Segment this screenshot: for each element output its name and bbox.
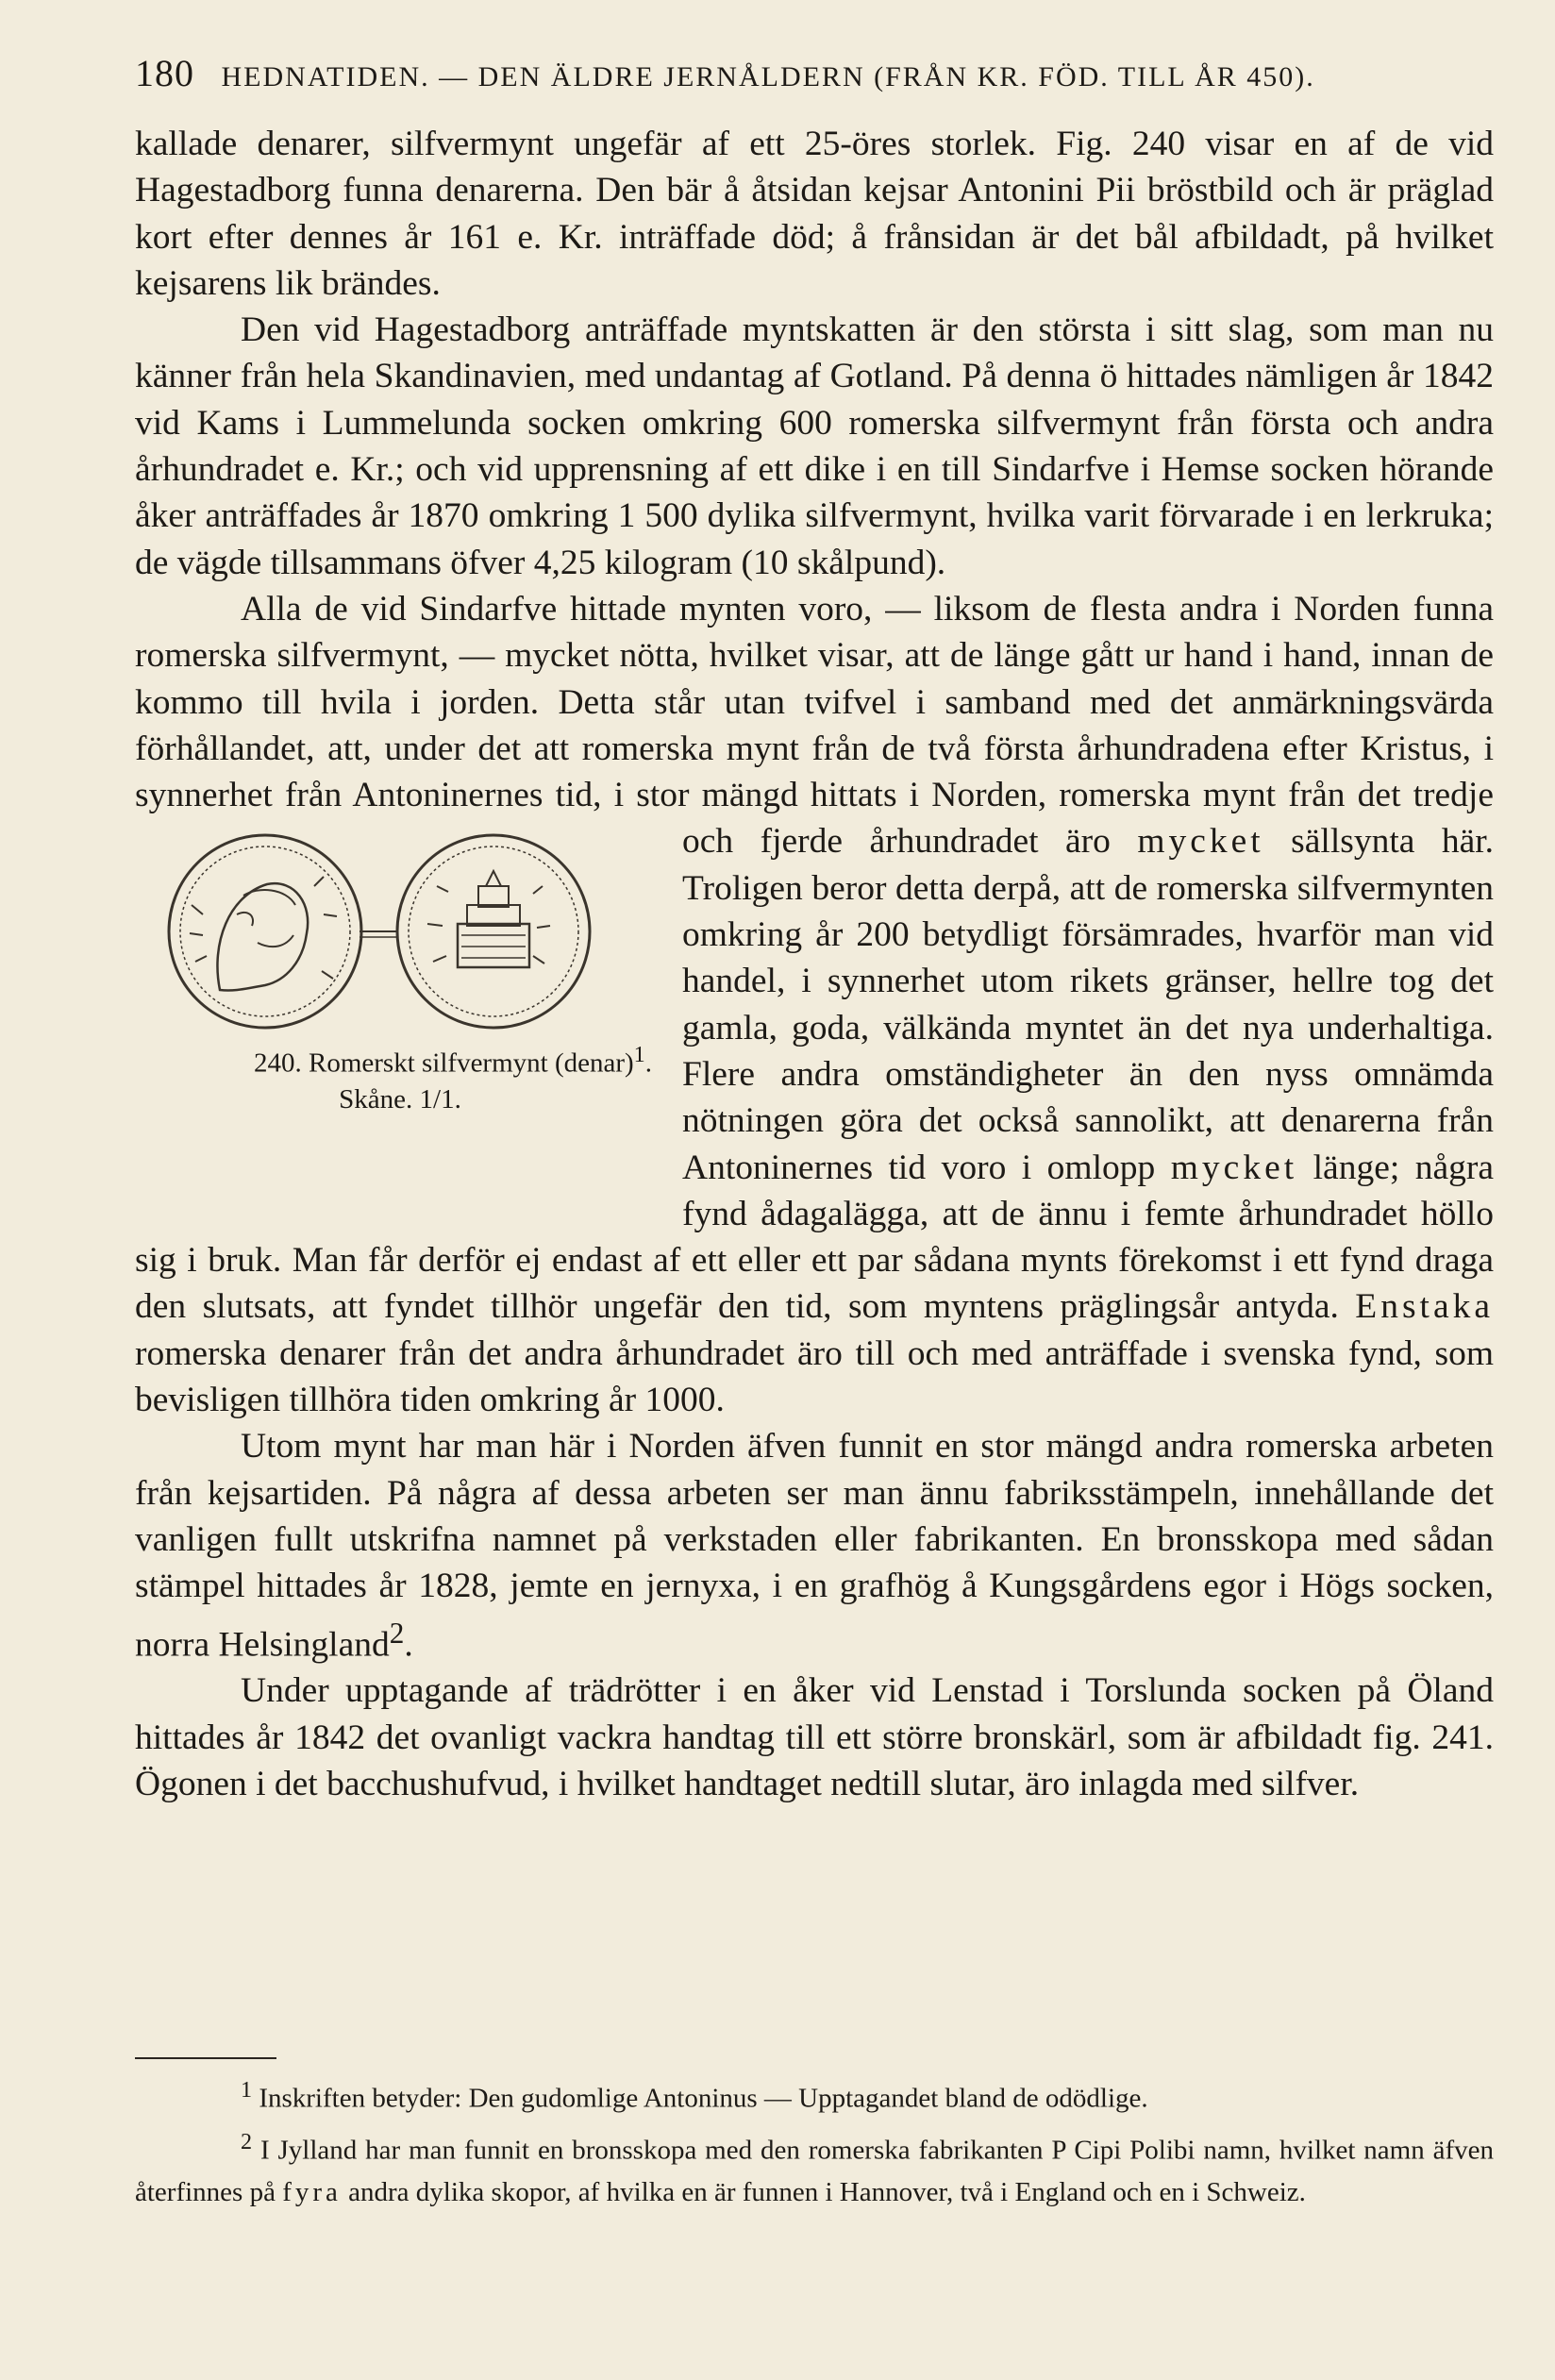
emphasis-enstaka: Enstaka <box>1355 1287 1494 1327</box>
footnote-1-text: Inskriften betyder: Den gudomlige Antoninus — Upptagandet bland de odödlige. <box>259 2083 1148 2114</box>
emphasis-mycket-2: mycket <box>1170 1148 1298 1187</box>
running-title: HEDNATIDEN. — DEN ÄLDRE JERNÅLDERN (FRÅN KR. FÖD. TILL ÅR 450). <box>221 61 1315 92</box>
page-number: 180 <box>135 52 194 94</box>
paragraph-2: Den vid Hagestadborg anträffade myntskatten är den största i sitt slag, som man nu känner från hela Skandinavien, med undantag af Gotland. På denna ö hittades nämligen år 1842 vid Kams i Lummelunda socken omkring 600 romerska silfvermynt från första och andra århundradet e. Kr.; och vid upprensning af ett dike i en till Sindarfve i Hemse socken hörande åker anträffades år 1870 omkring 1 500 dylika silfvermynt, hvilka varit förvarade i en lerkruka; de vägde tillsammans öfver 4,25 kilogram (10 skålpund). <box>135 310 1494 582</box>
paragraph-3-mid2: länge; några fynd ådagalägga, att de ännu i femte århundradet höllo sig i bruk. Man får derför ej endast af ett eller ett par sådana mynts förekomst i ett fynd draga den slutsats, att fyndet tillhör ungefär den tid, som myntens präglingsår antyda. <box>135 1148 1495 1327</box>
footnote-2-emphasis: fyra <box>282 2177 342 2208</box>
footnotes <box>135 2069 1494 2214</box>
paragraph-4 <box>135 1423 1494 1668</box>
running-header <box>135 51 1494 95</box>
caption-line-1-end: . <box>644 1048 652 1080</box>
paragraph-1: kallade denarer, silfvermynt ungefär af ett 25-öres storlek. Fig. 240 visar en af de vid Hagestadborg funna denarerna. Den bär å åtsidan kejsar Antonini Pii bröstbild och är präglad kort efter dennes år 161 e. Kr. inträffade död; å frånsidan är det bål afbildadt, på hvilket kejsarens lik brändes. <box>135 125 1494 303</box>
body-text <box>135 121 1494 1807</box>
paragraph-4-text: Utom mynt har man här i Norden äfven funnit en stor mängd andra romerska arbeten från kejsartiden. På några af dessa arbeten ser man ännu fabriksstämpeln, innehållande det vanligen fullt utskrifna namnet på verkstaden eller fabrikanten. En bronsskopa med sådan stämpel hittades år 1828, jemte en jernyxa, i en grafhög å Kungsgårdens egor i Högs socken, norra Helsingland <box>135 1427 1494 1664</box>
footnote-2 <box>135 2120 1494 2215</box>
caption-footnote-mark: 1 <box>633 1042 645 1068</box>
figure-240 <box>135 818 665 1196</box>
coin-reverse <box>397 835 590 1028</box>
coin-illustration <box>154 830 644 1039</box>
footnote-1-mark: 1 <box>241 2077 253 2103</box>
footnote-2-text: I Jylland har man funnit en bronsskopa med den romerska fabrikanten P Cipi Polibi namn, hvilket namn äfven återfinnes på <box>135 2135 1495 2208</box>
caption-line-2: Skåne. 1/1. <box>339 1084 461 1115</box>
footnote-ref-2: 2 <box>389 1616 405 1650</box>
emphasis-mycket-1: mycket <box>1137 822 1264 862</box>
paragraph-3 <box>135 586 1494 1423</box>
paragraph-3-end: romerska denarer från det andra århundradet äro till och med anträffade i svenska fynd, som bevisligen tillhöra tiden omkring år 1000. <box>135 1333 1494 1420</box>
caption-line-1: 240. Romerskt silfvermynt (denar) <box>253 1048 634 1080</box>
figure-caption <box>135 1037 665 1117</box>
footnote-1 <box>135 2069 1494 2120</box>
paragraph-3-mid: sällsynta här. Troligen beror detta derpå, att de romerska silfvermynten omkring år 200 betydligt försämrades, hvarför man vid handel, i synnerhet utom rikets gränser, hellre tog det gamla, goda, välkända myntet än det nya underhaltiga. Flere andra omständigheter än den nyss omnämda nötningen göra det också sannolikt, att denarerna från Antoninernes tid voro i omlopp <box>682 822 1495 1187</box>
footnote-2-end: andra dylika skopor, af hvilka en är funnen i Hannover, två i England och en i Schweiz. <box>348 2177 1306 2208</box>
footnote-divider <box>135 2057 276 2059</box>
paragraph-5: Under upptagande af trädrötter i en åker vid Lenstad i Torslunda socken på Öland hittades år 1842 det ovanligt vackra handtag till ett större bronskärl, som är afbildadt fig. 241. Ögonen i det bacchushufvud, i hvilket handtaget nedtill slutar, äro inlagda med silfver. <box>135 1671 1494 1803</box>
footnote-2-mark: 2 <box>241 2128 253 2154</box>
paragraph-4-end: . <box>404 1625 413 1664</box>
coin-obverse <box>169 835 361 1028</box>
paragraph-3-start: Alla de vid Sindarfve hittade mynten voro, — liksom de flesta andra i Norden funna romerska silfvermynt, — mycket nötta, hvilket visar, att de länge gått ur hand i hand, innan de kommo till hvila i jorden. Detta står utan tvifvel i samband med det anmärkningsvärda förhållandet, att, under det att romerska mynt från de två första århundradena efter Kristus, i synnerhet från Antoninernes tid, i stor mängd hittats i Norden, romerska mynt från det tredje och fjerde århundradet äro <box>135 589 1494 862</box>
